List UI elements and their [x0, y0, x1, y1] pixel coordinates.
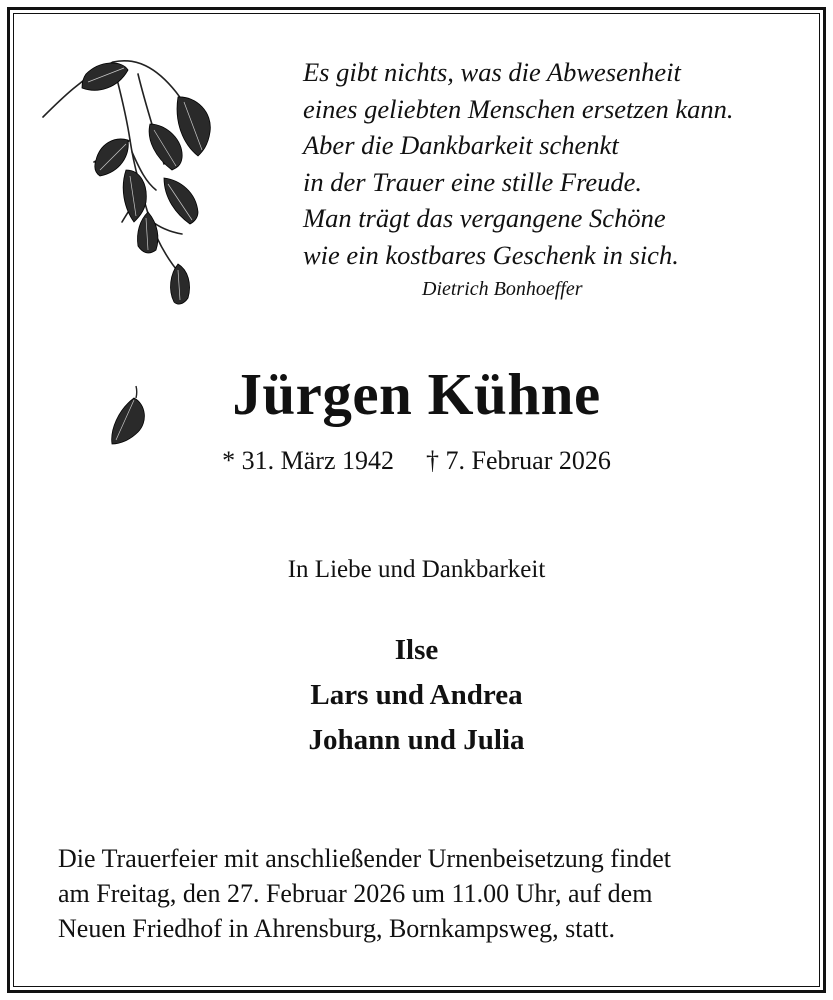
mourners-list: [0, 628, 833, 763]
quote-line: Es gibt nichts, was die Abwesenheit: [303, 57, 681, 87]
quote-line: Man trägt das vergangene Schöne: [303, 203, 666, 233]
notice-line: Die Trauerfeier mit anschließender Urnenbeisetzung findet: [58, 844, 671, 873]
quote-line: wie ein kostbares Geschenk in sich.: [303, 239, 679, 270]
death-date: † 7. Februar 2026: [426, 446, 611, 475]
quote-author: Dietrich Bonhoeffer: [422, 278, 583, 300]
birth-date: * 31. März 1942: [222, 446, 394, 475]
life-dates: [0, 446, 833, 476]
bonhoeffer-quote: [303, 54, 733, 273]
quote-line: in der Trauer eine stille Freude.: [303, 166, 643, 197]
quote-line: eines geliebten Menschen ersetzen kann.: [303, 93, 734, 124]
funeral-notice: [58, 841, 798, 946]
mourner-name: Johann und Julia: [308, 724, 525, 756]
birch-branch-icon: [38, 52, 228, 312]
notice-line: am Freitag, den 27. Februar 2026 um 11.00 Uhr, auf dem: [58, 879, 653, 908]
mourner-name: Lars und Andrea: [310, 679, 523, 711]
quote-line: Aber die Dankbarkeit schenkt: [303, 130, 619, 160]
dedication-line: In Liebe und Dankbarkeit: [287, 556, 546, 583]
notice-line: Neuen Friedhof in Ahrensburg, Bornkampsweg, statt.: [58, 914, 615, 943]
mourner-name: Ilse: [394, 634, 439, 666]
deceased-name: Jürgen Kühne: [232, 361, 601, 427]
